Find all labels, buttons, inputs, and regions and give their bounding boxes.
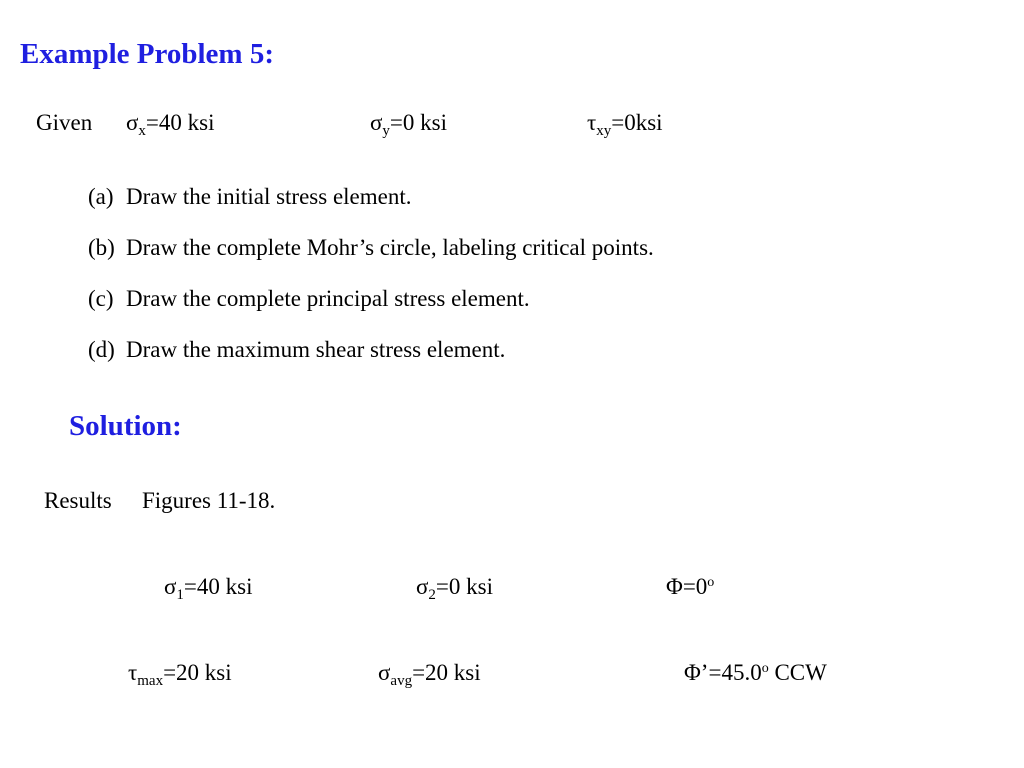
subscript: x [138,123,146,139]
result-sigma-avg [378,660,481,689]
subscript: 1 [176,587,184,603]
value: =20 ksi [163,660,232,685]
task-text: Draw the maximum shear stress element. [126,337,506,362]
value: =40 ksi [183,574,253,599]
sigma-symbol: σ [164,574,177,599]
tau-symbol: τ [587,110,597,135]
task-item-a [88,184,412,210]
given-tau-xy [587,110,663,139]
value: =0ksi [611,110,663,135]
sigma-symbol: σ [370,110,383,135]
task-label: (a) [88,184,114,209]
sigma-symbol: σ [378,660,391,685]
results-label: Results [44,488,112,513]
given-sigma-y [370,110,447,139]
task-item-c [88,286,530,312]
task-text: Draw the complete Mohr’s circle, labeling critical points. [126,235,654,260]
value: =0 ksi [435,574,493,599]
task-label: (d) [88,337,115,362]
given-label: Given [36,110,93,135]
task-item-d [88,337,505,363]
value: =0 ksi [389,110,447,135]
result-tau-max [128,660,232,689]
subscript: max [137,673,164,689]
value: =45.0 [708,660,762,685]
result-phi [666,574,714,600]
sigma-symbol: σ [416,574,429,599]
task-label: (b) [88,235,115,260]
task-text: Draw the initial stress element. [126,184,412,209]
value: =40 ksi [145,110,215,135]
solution-heading: Solution: [69,410,182,442]
given-sigma-x [126,110,215,139]
sigma-symbol: σ [126,110,139,135]
task-item-b [88,235,654,261]
value: =0 [682,574,708,599]
subscript: xy [596,123,612,139]
result-sigma-1 [164,574,253,603]
page-title: Example Problem 5: [20,38,274,70]
subscript: 2 [428,587,436,603]
subscript: avg [390,673,413,689]
degree-superscript: o [707,575,715,590]
tau-symbol: τ [128,660,138,685]
phi-symbol: Φ [666,574,683,599]
task-label: (c) [88,286,114,311]
results-figures: Figures 11-18. [142,488,276,513]
degree-superscript: o [761,661,769,676]
task-text: Draw the complete principal stress element. [126,286,530,311]
result-phi-prime [684,660,827,686]
direction-suffix: CCW [768,660,827,685]
subscript: y [382,123,390,139]
phi-prime-symbol: Φ’ [684,660,709,685]
result-sigma-2 [416,574,493,603]
value: =20 ksi [412,660,481,685]
